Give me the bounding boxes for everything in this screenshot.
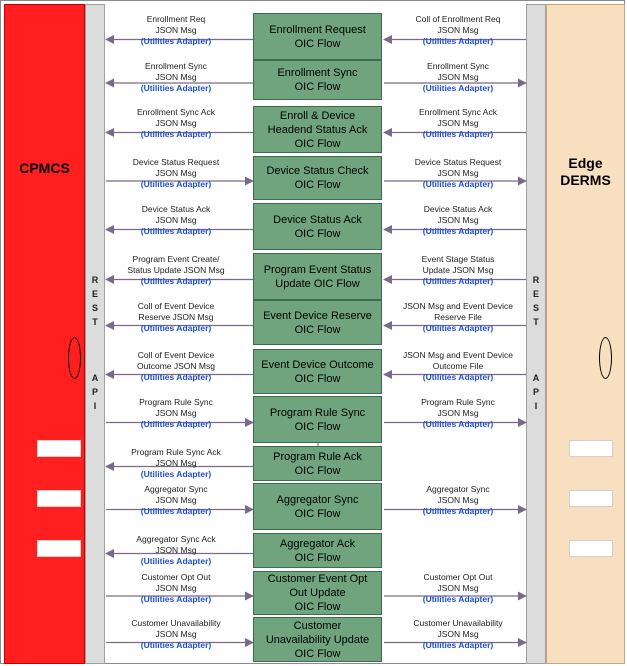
right-message-label — [388, 397, 528, 430]
oic-flow-box — [253, 349, 382, 394]
left-message-label — [106, 157, 246, 190]
right-message-text: Program Rule Sync JSON Msg — [421, 397, 495, 418]
right-message-label — [388, 61, 528, 94]
right-message-label — [388, 254, 528, 287]
oic-flow-box — [253, 483, 382, 530]
left-message-text: Coll of Event Device Outcome JSON Msg — [137, 350, 215, 371]
oic-flow-box — [253, 300, 382, 345]
left-message-label — [106, 572, 246, 605]
right-message-label — [388, 14, 528, 47]
right-message-label — [388, 572, 528, 605]
right-message-text: Coll of Enrollment Req JSON Msg — [415, 14, 501, 35]
oic-flow-label: Program Rule Ack OIC Flow — [273, 450, 362, 477]
left-message-text: Customer Opt Out JSON Msg — [141, 572, 211, 593]
right-rest-api-label: R E S T A P I — [532, 275, 540, 411]
left-message-text: Device Status Ack JSON Msg — [141, 204, 211, 225]
left-utilities-adapter-label: (Utilities Adapter) — [140, 36, 212, 46]
left-message-label — [106, 301, 246, 334]
left-message-text: Program Event Create/ Status Update JSON Msg — [127, 254, 225, 275]
right-message-text: Customer Opt Out JSON Msg — [423, 572, 493, 593]
oic-flow-box — [253, 156, 382, 200]
oic-flow-box — [253, 533, 382, 568]
right-utilities-adapter-label: (Utilities Adapter) — [422, 419, 494, 429]
oic-flow-label: Event Device Reserve OIC Flow — [263, 309, 372, 336]
left-message-label — [106, 61, 246, 94]
oic-flow-label: Device Status Ack OIC Flow — [273, 213, 362, 240]
right-message-text: Device Status Request JSON Msg — [414, 157, 502, 178]
right-utilities-adapter-label: (Utilities Adapter) — [422, 372, 494, 382]
left-utilities-adapter-label: (Utilities Adapter) — [140, 226, 212, 236]
right-message-label — [388, 301, 528, 334]
oic-flow-box — [253, 617, 382, 662]
oic-flow-label: Enroll & Device Headend Status Ack OIC Flow — [267, 109, 368, 150]
left-utilities-adapter-label: (Utilities Adapter) — [140, 323, 212, 333]
right-message-text: Event Stage Status Update JSON Msg — [421, 254, 495, 275]
right-utilities-adapter-label: (Utilities Adapter) — [422, 506, 494, 516]
oic-flow-label: Customer Unavailability Update OIC Flow — [265, 619, 370, 660]
left-utilities-adapter-label: (Utilities Adapter) — [140, 419, 212, 429]
edge-derms-label: Edge DERMS — [560, 155, 611, 188]
left-message-text: Customer Unavailability JSON Msg — [131, 618, 221, 639]
right-message-text: Device Status Ack JSON Msg — [423, 204, 493, 225]
right-message-text: JSON Msg and Event Device Reserve File — [402, 301, 514, 322]
oic-flow-box — [253, 60, 382, 100]
right-message-label — [388, 350, 528, 383]
left-rest-api-label: R E S T A P I — [91, 275, 99, 411]
left-message-label — [106, 618, 246, 651]
right-message-text: JSON Msg and Event Device Outcome File — [402, 350, 514, 371]
oic-flow-box — [253, 203, 382, 250]
oic-flow-box — [253, 253, 382, 300]
left-message-label — [106, 447, 246, 480]
left-message-text: Enrollment Req JSON Msg — [146, 14, 206, 35]
left-message-text: Aggregator Sync Ack JSON Msg — [136, 534, 216, 555]
oic-flow-box — [253, 396, 382, 443]
left-utilities-adapter-label: (Utilities Adapter) — [140, 506, 212, 516]
right-message-text: Aggregator Sync JSON Msg — [426, 484, 490, 505]
left-message-label — [106, 484, 246, 517]
right-message-label — [388, 107, 528, 140]
left-message-label — [106, 107, 246, 140]
right-utilities-adapter-label: (Utilities Adapter) — [422, 640, 494, 650]
left-utilities-adapter-label: (Utilities Adapter) — [140, 276, 212, 286]
left-message-label — [106, 534, 246, 567]
right-message-label — [388, 157, 528, 190]
oic-flow-box — [253, 571, 382, 615]
left-message-text: Program Rule Sync Ack JSON Msg — [131, 447, 221, 468]
left-message-label — [106, 397, 246, 430]
left-utilities-adapter-label: (Utilities Adapter) — [140, 556, 212, 566]
left-message-label — [106, 350, 246, 383]
left-utilities-adapter-label: (Utilities Adapter) — [140, 372, 212, 382]
left-message-text: Program Rule Sync JSON Msg — [139, 397, 213, 418]
oic-flow-label: Enrollment Request OIC Flow — [269, 23, 366, 50]
left-utilities-adapter-label: (Utilities Adapter) — [140, 129, 212, 139]
left-utilities-adapter-label: (Utilities Adapter) — [140, 469, 212, 479]
left-message-text: Aggregator Sync JSON Msg — [144, 484, 208, 505]
oic-flow-label: Device Status Check OIC Flow — [266, 165, 369, 191]
oic-flow-label: Event Device Outcome OIC Flow — [261, 358, 374, 385]
left-utilities-adapter-label: (Utilities Adapter) — [140, 83, 212, 93]
right-utilities-adapter-label: (Utilities Adapter) — [422, 36, 494, 46]
left-message-text: Device Status Request JSON Msg — [132, 157, 220, 178]
oic-flow-label: Customer Event Opt Out Update OIC Flow — [267, 573, 368, 613]
right-utilities-adapter-label: (Utilities Adapter) — [422, 83, 494, 93]
oic-flow-label: Enrollment Sync OIC Flow — [277, 67, 358, 93]
left-message-label — [106, 254, 246, 287]
oic-flow-box — [253, 106, 382, 153]
left-message-label — [106, 204, 246, 237]
right-message-label — [388, 618, 528, 651]
right-utilities-adapter-label: (Utilities Adapter) — [422, 179, 494, 189]
right-utilities-adapter-label: (Utilities Adapter) — [422, 226, 494, 236]
right-message-text: Enrollment Sync Ack JSON Msg — [419, 107, 497, 128]
right-message-label — [388, 204, 528, 237]
left-utilities-adapter-label: (Utilities Adapter) — [140, 179, 212, 189]
right-utilities-adapter-label: (Utilities Adapter) — [422, 594, 494, 604]
left-message-text: Enrollment Sync JSON Msg — [145, 61, 207, 82]
oic-flow-label: Program Rule Sync OIC Flow — [269, 406, 366, 433]
left-message-label — [106, 14, 246, 47]
right-utilities-adapter-label: (Utilities Adapter) — [422, 323, 494, 333]
oic-flow-box — [253, 446, 382, 481]
left-message-text: Enrollment Sync Ack JSON Msg — [137, 107, 215, 128]
oic-flow-label: Aggregator Sync OIC Flow — [276, 493, 359, 520]
right-utilities-adapter-label: (Utilities Adapter) — [422, 129, 494, 139]
left-utilities-adapter-label: (Utilities Adapter) — [140, 594, 212, 604]
oic-flow-label: Program Event Status Update OIC Flow — [263, 263, 372, 290]
right-message-label — [388, 484, 528, 517]
right-message-text: Customer Unavailability JSON Msg — [413, 618, 503, 639]
left-utilities-adapter-label: (Utilities Adapter) — [140, 640, 212, 650]
oic-flow-label: Aggregator Ack OIC Flow — [279, 537, 356, 564]
cpmcs-label: CPMCS — [19, 160, 70, 176]
left-message-text: Coll of Event Device Reserve JSON Msg — [137, 301, 215, 322]
right-utilities-adapter-label: (Utilities Adapter) — [422, 276, 494, 286]
right-message-text: Enrollment Sync JSON Msg — [427, 61, 489, 82]
oic-flow-box — [253, 13, 382, 60]
